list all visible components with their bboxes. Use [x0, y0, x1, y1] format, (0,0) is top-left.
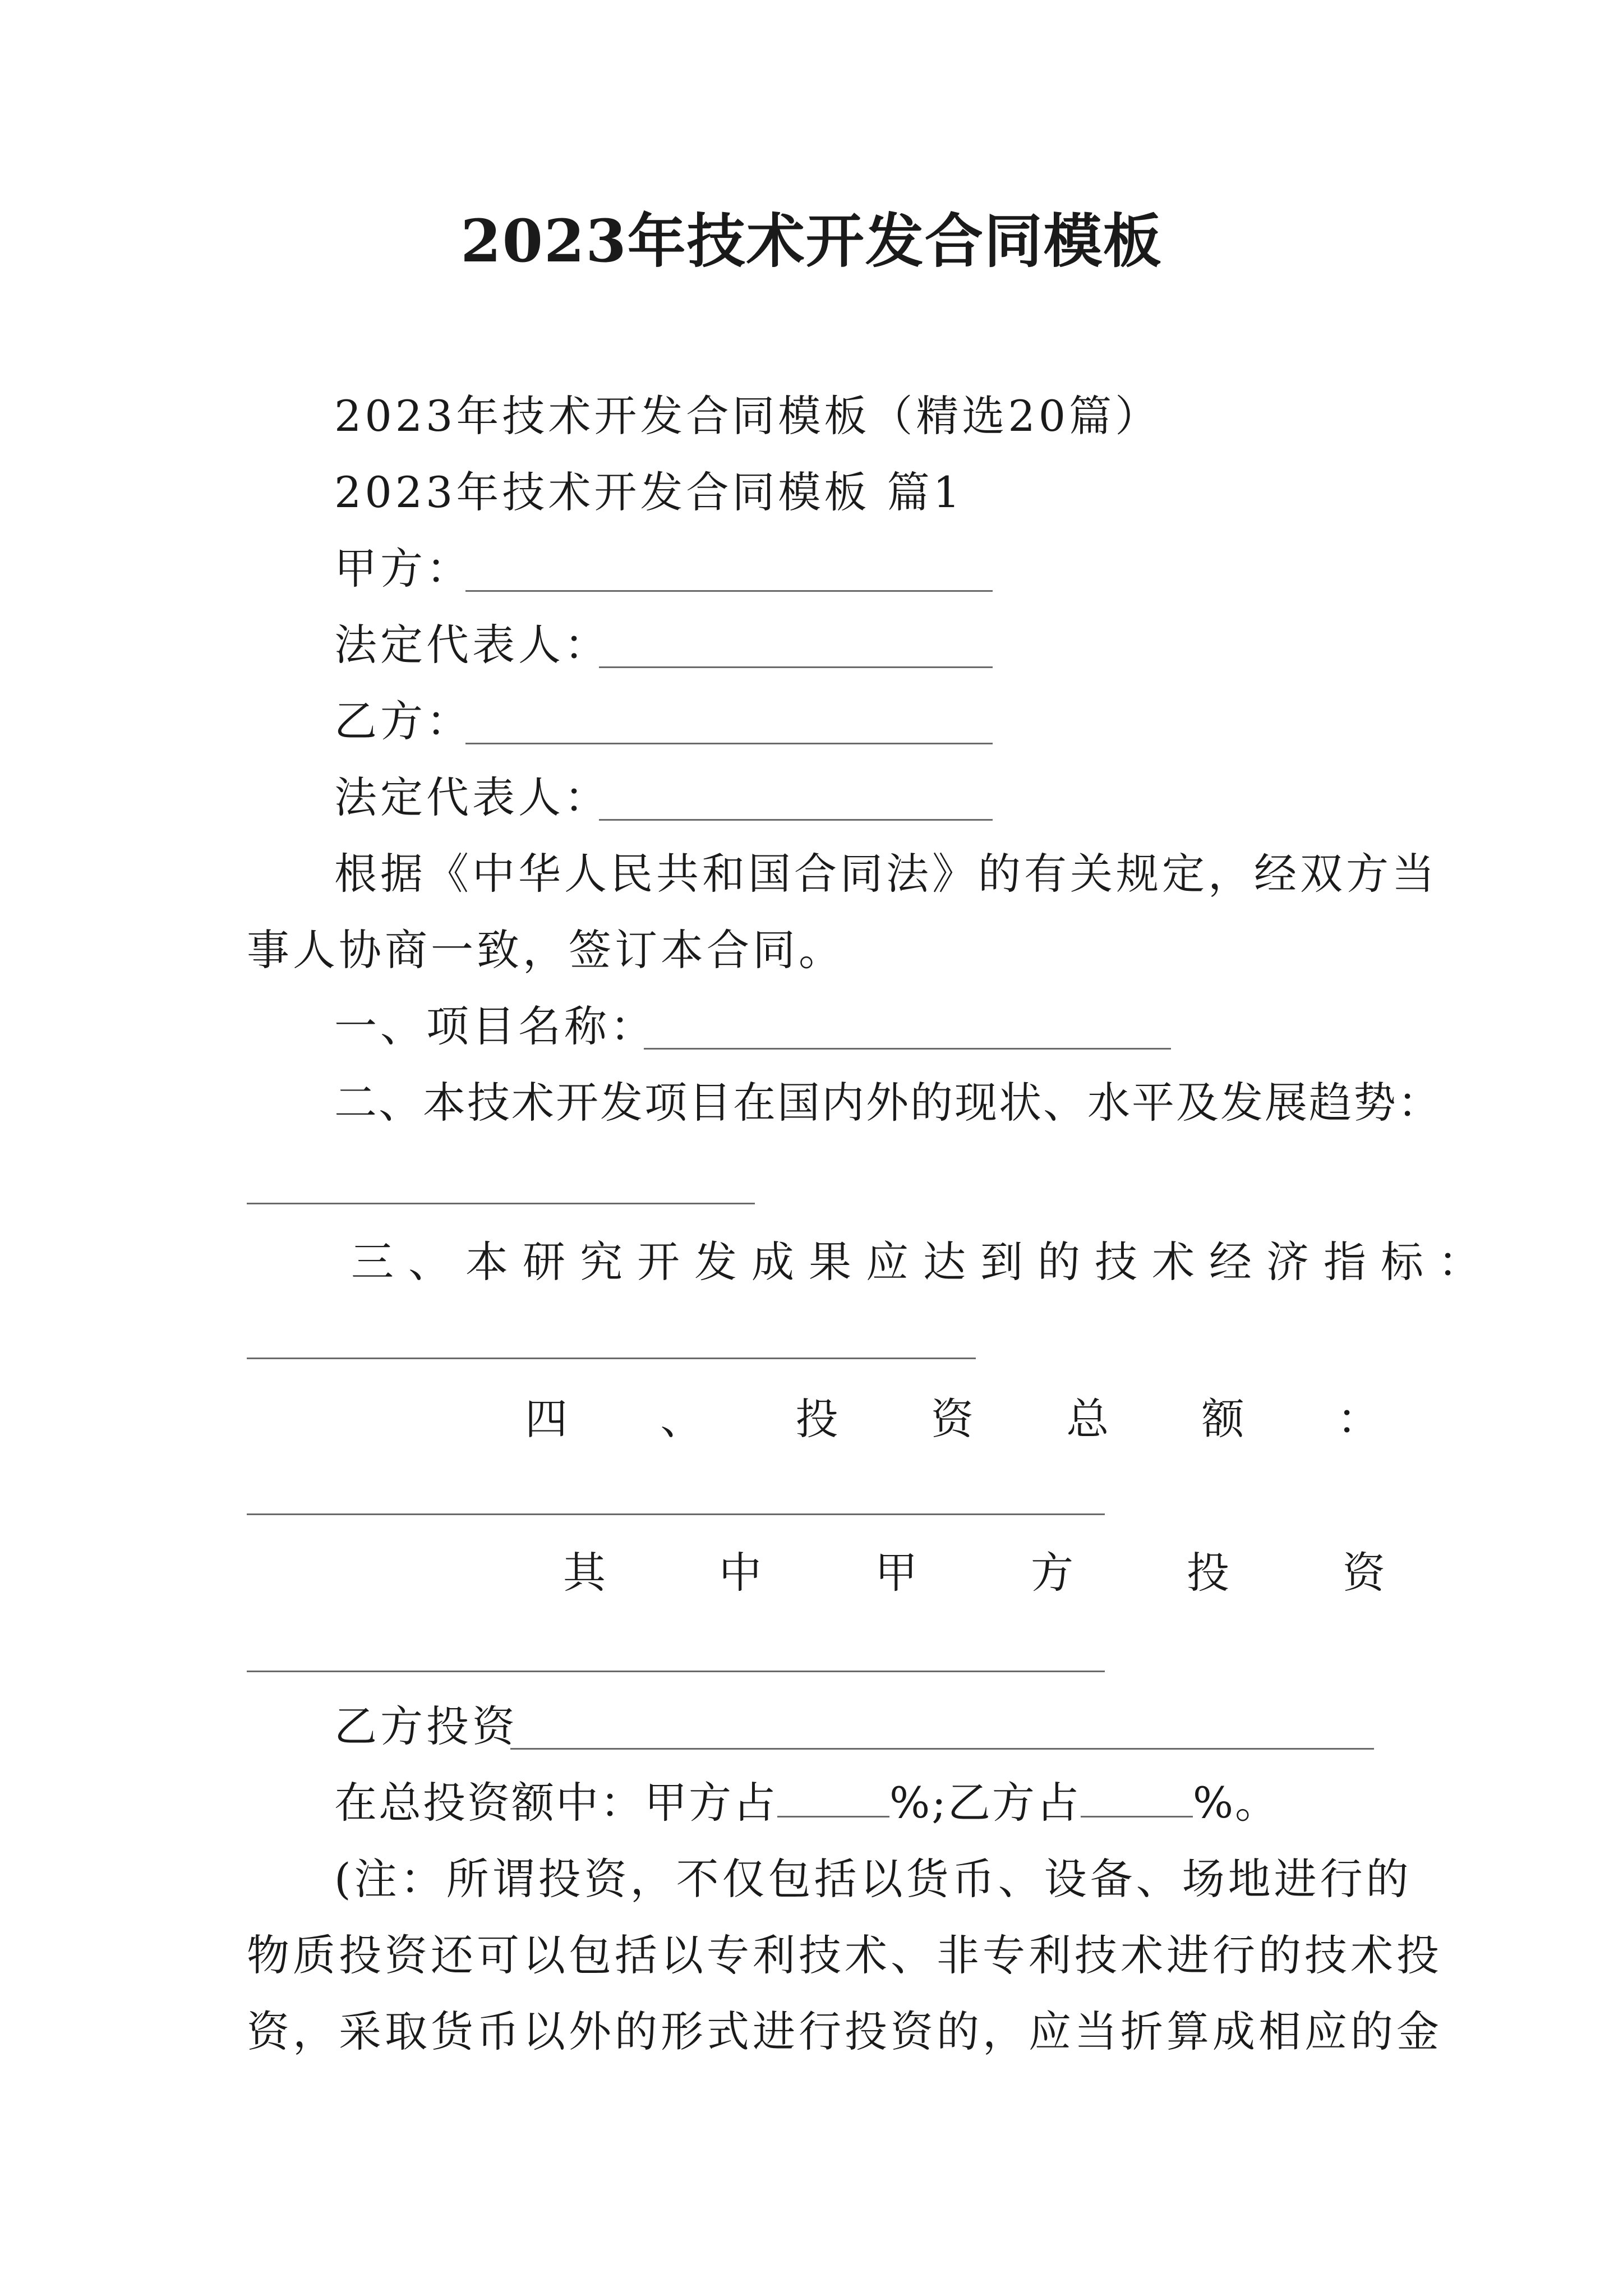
- ratio-mid: %;乙方占: [889, 1778, 1081, 1828]
- document-title: 2023年技术开发合同模板: [460, 206, 1163, 275]
- ratio-line: [334, 1775, 1279, 1831]
- item-2-blank[interactable]: [247, 1203, 755, 1204]
- item-4-label: [525, 1391, 1380, 1447]
- subtitle: 2023年技术开发合同模板（精选20篇）: [334, 391, 1161, 441]
- item-4-char: 资: [930, 1394, 974, 1444]
- item-1-blank[interactable]: [644, 1048, 1171, 1050]
- item-3-label: 三、本研究开发成果应达到的技术经济指标：: [351, 1237, 1495, 1287]
- party-b-invest-label: 乙方投资: [334, 1701, 518, 1751]
- party-a-label: 甲方：: [334, 544, 472, 593]
- item-4-char: 、: [660, 1394, 703, 1444]
- rep-a-blank[interactable]: [599, 666, 993, 668]
- ratio-prefix: 在总投资额中：甲方占: [334, 1778, 777, 1828]
- ratio-suffix: %。: [1192, 1778, 1280, 1828]
- item-5-char: 资: [1343, 1548, 1385, 1598]
- basis-line-1: 根据《中华人民共和国合同法》的有关规定，经双方当: [334, 849, 1438, 899]
- party-a-ratio-blank[interactable]: [777, 1781, 889, 1818]
- note-line-1: (注：所谓投资，不仅包括以货币、设备、场地进行的: [334, 1854, 1412, 1904]
- rep-b-blank[interactable]: [599, 819, 993, 821]
- party-b-blank[interactable]: [465, 743, 993, 744]
- rep-b-label: 法定代表人：: [334, 772, 610, 822]
- item-5-label: [563, 1545, 1385, 1601]
- rep-a-label: 法定代表人：: [334, 620, 610, 670]
- item-4-char: 额: [1201, 1394, 1244, 1444]
- party-b-ratio-blank[interactable]: [1081, 1781, 1193, 1818]
- item-3-blank[interactable]: [247, 1358, 976, 1359]
- note-line-2: 物质投资还可以包括以专利技术、非专利技术进行的技术投: [247, 1930, 1442, 1980]
- item-5-char: 投: [1187, 1548, 1229, 1598]
- item-4-blank[interactable]: [247, 1513, 1105, 1515]
- party-b-invest-blank[interactable]: [510, 1748, 1374, 1750]
- item-4-char: 总: [1066, 1394, 1109, 1444]
- item-4-char: 投: [795, 1394, 838, 1444]
- item-5-char: 甲: [875, 1548, 917, 1598]
- item-4-char: 四: [525, 1394, 568, 1444]
- item-4-char: ：: [1336, 1394, 1380, 1444]
- basis-line-2: 事人协商一致，签订本合同。: [247, 925, 845, 975]
- item-5-blank[interactable]: [247, 1671, 1105, 1672]
- item-5-char: 方: [1031, 1548, 1073, 1598]
- party-a-blank[interactable]: [465, 590, 993, 592]
- note-line-3: 资，采取货币以外的形式进行投资的，应当折算成相应的金: [247, 2007, 1442, 2056]
- item-2-label: 二、本技术开发项目在国内外的现状、水平及发展趋势：: [334, 1078, 1442, 1128]
- item-1-label: 一、项目名称：: [334, 1001, 656, 1051]
- item-5-char: 中: [719, 1548, 762, 1598]
- item-5-char: 其: [563, 1548, 606, 1598]
- party-b-label: 乙方：: [334, 696, 472, 746]
- part-heading: 2023年技术开发合同模板 篇1: [334, 467, 963, 517]
